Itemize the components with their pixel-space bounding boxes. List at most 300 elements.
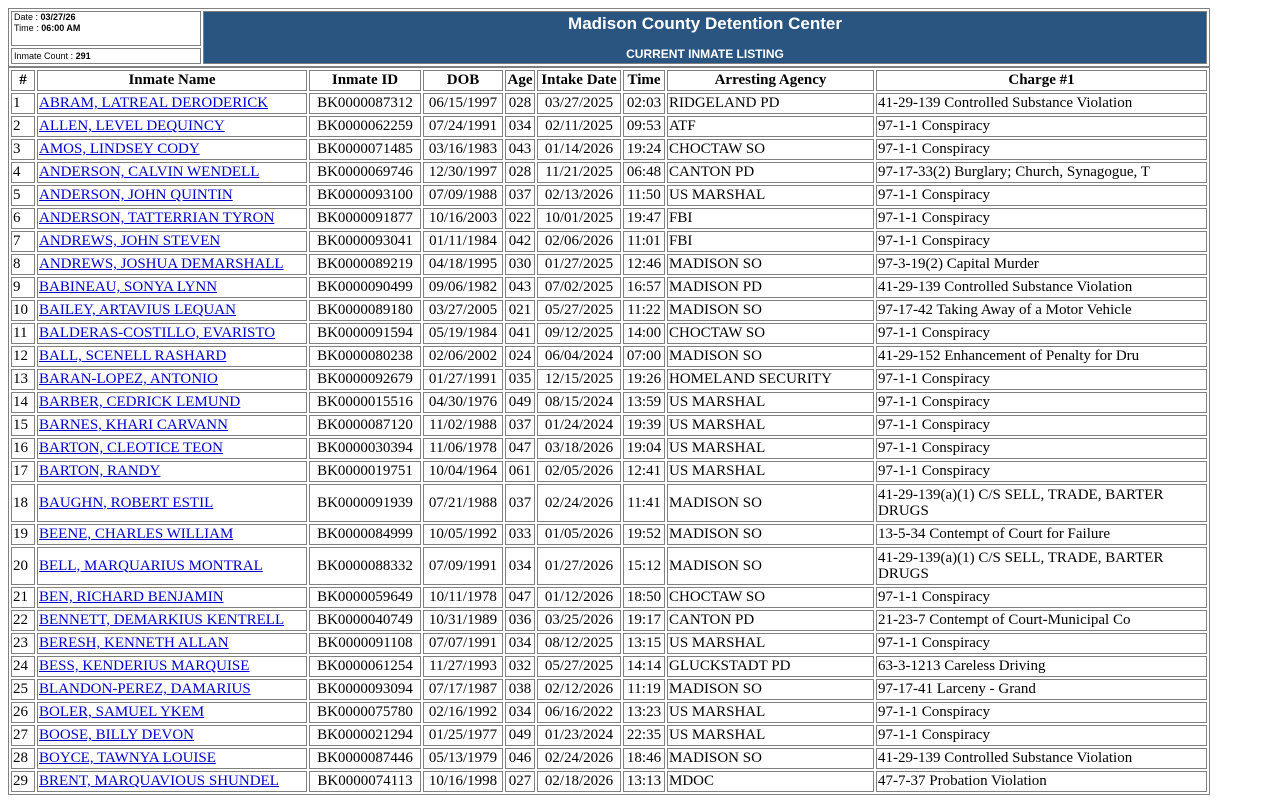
intake-date: 11/21/2025	[537, 162, 621, 183]
table-row	[11, 771, 1207, 792]
inmate-id: BK0000019751	[309, 461, 421, 482]
table-row	[11, 461, 1207, 482]
arresting-agency: RIDGELAND PD	[667, 93, 874, 114]
age: 024	[505, 346, 535, 367]
age: 043	[505, 139, 535, 160]
intake-time: 13:23	[623, 702, 665, 723]
dob: 01/25/1977	[423, 725, 503, 746]
age: 049	[505, 392, 535, 413]
intake-date: 05/27/2025	[537, 300, 621, 321]
table-row	[11, 254, 1207, 275]
dob: 01/11/1984	[423, 231, 503, 252]
date-time-cell	[11, 11, 201, 46]
dob: 02/16/1992	[423, 702, 503, 723]
arresting-agency: US MARSHAL	[667, 702, 874, 723]
inmate-name-cell[interactable]	[37, 116, 307, 137]
table-row	[11, 415, 1207, 436]
dob: 04/30/1976	[423, 392, 503, 413]
inmate-id: BK0000091108	[309, 633, 421, 654]
dob: 07/09/1988	[423, 185, 503, 206]
time-label: Time :	[14, 23, 39, 33]
page	[8, 8, 1210, 795]
age: 036	[505, 610, 535, 631]
table-row	[11, 323, 1207, 344]
inmate-name-cell[interactable]	[37, 748, 307, 769]
arresting-agency: MADISON SO	[667, 254, 874, 275]
inmate-name-link[interactable]: BOOSE, BILLY DEVON	[39, 727, 195, 743]
dob: 09/06/1982	[423, 277, 503, 298]
inmate-name-cell[interactable]	[37, 633, 307, 654]
charge-1: 41-29-139 Controlled Substance Violation	[876, 277, 1207, 298]
inmate-id: BK0000074113	[309, 771, 421, 792]
table-row	[11, 679, 1207, 700]
intake-time: 13:13	[623, 771, 665, 792]
age: 043	[505, 277, 535, 298]
title-banner	[203, 11, 1207, 64]
row-number: 10	[11, 300, 35, 321]
dob: 03/16/1983	[423, 139, 503, 160]
inmate-name-cell[interactable]	[37, 323, 307, 344]
table-row	[11, 93, 1207, 114]
dob: 03/27/2005	[423, 300, 503, 321]
age: 049	[505, 725, 535, 746]
inmate-id: BK0000071485	[309, 139, 421, 160]
inmate-id: BK0000093094	[309, 679, 421, 700]
intake-date: 02/11/2025	[537, 116, 621, 137]
inmate-name-cell[interactable]	[37, 524, 307, 545]
intake-time: 18:50	[623, 587, 665, 608]
table-row	[11, 484, 1207, 522]
charge-1: 97-1-1 Conspiracy	[876, 208, 1207, 229]
charge-1: 97-1-1 Conspiracy	[876, 415, 1207, 436]
charge-1: 97-17-42 Taking Away of a Motor Vehicle	[876, 300, 1207, 321]
table-row	[11, 633, 1207, 654]
intake-date: 01/23/2024	[537, 725, 621, 746]
arresting-agency: MADISON SO	[667, 547, 874, 585]
age: 037	[505, 415, 535, 436]
age: 046	[505, 748, 535, 769]
inmate-name-link[interactable]: ANDREWS, JOSHUA DEMARSHALL	[39, 256, 284, 272]
table-row	[11, 392, 1207, 413]
intake-time: 19:47	[623, 208, 665, 229]
row-number: 1	[11, 93, 35, 114]
inmate-name-cell[interactable]	[37, 277, 307, 298]
charge-1: 97-1-1 Conspiracy	[876, 438, 1207, 459]
age: 034	[505, 116, 535, 137]
inmate-id: BK0000061254	[309, 656, 421, 677]
inmate-name-cell[interactable]	[37, 438, 307, 459]
intake-time: 19:39	[623, 415, 665, 436]
arresting-agency: ATF	[667, 116, 874, 137]
arresting-agency: MDOC	[667, 771, 874, 792]
dob: 10/11/1978	[423, 587, 503, 608]
charge-1: 97-1-1 Conspiracy	[876, 369, 1207, 390]
inmate-name-cell[interactable]	[37, 725, 307, 746]
inmate-name-cell[interactable]	[37, 587, 307, 608]
row-number: 13	[11, 369, 35, 390]
col-header: Time	[623, 70, 665, 91]
inmate-id: BK0000030394	[309, 438, 421, 459]
dob: 07/21/1988	[423, 484, 503, 522]
inmate-name-link[interactable]: BRENT, MARQUAVIOUS SHUNDEL	[39, 773, 279, 789]
inmate-name-cell[interactable]	[37, 208, 307, 229]
table-row	[11, 116, 1207, 137]
col-header: Arresting Agency	[667, 70, 874, 91]
inmate-name-cell[interactable]	[37, 656, 307, 677]
inmate-id: BK0000021294	[309, 725, 421, 746]
arresting-agency: US MARSHAL	[667, 461, 874, 482]
table-header-row	[11, 70, 1207, 91]
inmate-name-link[interactable]: BABINEAU, SONYA LYNN	[39, 279, 218, 295]
table-row	[11, 208, 1207, 229]
intake-date: 01/14/2026	[537, 139, 621, 160]
inmate-name-link[interactable]: ANDERSON, TATTERRIAN TYRON	[39, 210, 275, 226]
table-row	[11, 438, 1207, 459]
inmate-name-cell[interactable]	[37, 547, 307, 585]
arresting-agency: US MARSHAL	[667, 185, 874, 206]
intake-time: 09:53	[623, 116, 665, 137]
charge-1: 41-29-139 Controlled Substance Violation	[876, 748, 1207, 769]
inmate-name-link[interactable]: BARTON, CLEOTICE TEON	[39, 440, 223, 456]
age: 061	[505, 461, 535, 482]
arresting-agency: MADISON SO	[667, 748, 874, 769]
dob: 10/04/1964	[423, 461, 503, 482]
charge-1: 97-1-1 Conspiracy	[876, 392, 1207, 413]
intake-time: 11:22	[623, 300, 665, 321]
time-value: 06:00 AM	[41, 23, 81, 33]
row-number: 3	[11, 139, 35, 160]
dob: 05/13/1979	[423, 748, 503, 769]
arresting-agency: US MARSHAL	[667, 725, 874, 746]
arresting-agency: MADISON SO	[667, 524, 874, 545]
dob: 10/31/1989	[423, 610, 503, 631]
dob: 01/27/1991	[423, 369, 503, 390]
inmate-name-cell[interactable]	[37, 346, 307, 367]
row-number: 2	[11, 116, 35, 137]
row-number: 18	[11, 484, 35, 522]
inmate-id: BK0000091877	[309, 208, 421, 229]
intake-date: 07/02/2025	[537, 277, 621, 298]
dob: 02/06/2002	[423, 346, 503, 367]
charge-1: 13-5-34 Contempt of Court for Failure	[876, 524, 1207, 545]
intake-time: 19:26	[623, 369, 665, 390]
arresting-agency: MADISON SO	[667, 679, 874, 700]
inmate-id: BK0000091594	[309, 323, 421, 344]
charge-1: 97-1-1 Conspiracy	[876, 116, 1207, 137]
row-number: 11	[11, 323, 35, 344]
charge-1: 47-7-37 Probation Violation	[876, 771, 1207, 792]
inmate-name-link[interactable]: BEN, RICHARD BENJAMIN	[39, 589, 224, 605]
header-table	[8, 8, 1210, 67]
inmate-name-cell[interactable]	[37, 369, 307, 390]
inmate-name-cell[interactable]	[37, 415, 307, 436]
table-row	[11, 748, 1207, 769]
intake-date: 02/13/2026	[537, 185, 621, 206]
inmate-name-cell[interactable]	[37, 139, 307, 160]
arresting-agency: CANTON PD	[667, 162, 874, 183]
table-row	[11, 725, 1207, 746]
inmate-name-cell[interactable]	[37, 162, 307, 183]
charge-1: 97-1-1 Conspiracy	[876, 461, 1207, 482]
arresting-agency: FBI	[667, 231, 874, 252]
inmate-name-link[interactable]: AMOS, LINDSEY CODY	[39, 141, 200, 157]
inmate-name-cell[interactable]	[37, 702, 307, 723]
inmate-id: BK0000087446	[309, 748, 421, 769]
intake-date: 02/18/2026	[537, 771, 621, 792]
inmate-id: BK0000092679	[309, 369, 421, 390]
col-header: Charge #1	[876, 70, 1207, 91]
inmate-name-link[interactable]: BALDERAS-COSTILLO, EVARISTO	[39, 325, 276, 341]
count-value: 291	[75, 51, 91, 61]
inmate-name-cell[interactable]	[37, 610, 307, 631]
intake-time: 13:59	[623, 392, 665, 413]
charge-1: 21-23-7 Contempt of Court-Municipal Co	[876, 610, 1207, 631]
dob: 07/17/1987	[423, 679, 503, 700]
inmate-id: BK0000084999	[309, 524, 421, 545]
col-header: Inmate Name	[37, 70, 307, 91]
arresting-agency: HOMELAND SECURITY	[667, 369, 874, 390]
col-header: #	[11, 70, 35, 91]
intake-date: 02/06/2026	[537, 231, 621, 252]
age: 038	[505, 679, 535, 700]
charge-1: 97-1-1 Conspiracy	[876, 587, 1207, 608]
age: 028	[505, 162, 535, 183]
inmate-name-link[interactable]: BARTON, RANDY	[39, 463, 161, 479]
row-number: 16	[11, 438, 35, 459]
age: 034	[505, 633, 535, 654]
age: 027	[505, 771, 535, 792]
intake-date: 06/16/2022	[537, 702, 621, 723]
arresting-agency: CHOCTAW SO	[667, 587, 874, 608]
row-number: 15	[11, 415, 35, 436]
inmate-id: BK0000091939	[309, 484, 421, 522]
charge-1: 97-1-1 Conspiracy	[876, 323, 1207, 344]
intake-time: 19:04	[623, 438, 665, 459]
inmate-name-link[interactable]: BALL, SCENELL RASHARD	[39, 348, 227, 364]
row-number: 17	[11, 461, 35, 482]
inmate-id: BK0000090499	[309, 277, 421, 298]
arresting-agency: MADISON SO	[667, 300, 874, 321]
age: 047	[505, 438, 535, 459]
inmate-name-cell[interactable]	[37, 231, 307, 252]
table-body	[11, 93, 1207, 792]
intake-time: 19:52	[623, 524, 665, 545]
intake-time: 14:00	[623, 323, 665, 344]
intake-time: 13:15	[623, 633, 665, 654]
inmate-name-link[interactable]: BARNES, KHARI CARVANN	[39, 417, 228, 433]
age: 035	[505, 369, 535, 390]
inmate-count-cell	[11, 48, 201, 64]
intake-time: 02:03	[623, 93, 665, 114]
table-row	[11, 277, 1207, 298]
row-number: 29	[11, 771, 35, 792]
age: 032	[505, 656, 535, 677]
row-number: 14	[11, 392, 35, 413]
intake-time: 07:00	[623, 346, 665, 367]
inmate-name-link[interactable]: BERESH, KENNETH ALLAN	[39, 635, 229, 651]
intake-date: 03/18/2026	[537, 438, 621, 459]
row-number: 24	[11, 656, 35, 677]
dob: 04/18/1995	[423, 254, 503, 275]
dob: 07/07/1991	[423, 633, 503, 654]
inmate-name-link[interactable]: BAUGHN, ROBERT ESTIL	[39, 494, 214, 511]
row-number: 21	[11, 587, 35, 608]
inmate-name-link[interactable]: BARAN-LOPEZ, ANTONIO	[39, 371, 218, 387]
row-number: 5	[11, 185, 35, 206]
intake-date: 12/15/2025	[537, 369, 621, 390]
charge-1: 97-1-1 Conspiracy	[876, 139, 1207, 160]
age: 028	[505, 93, 535, 114]
intake-date: 03/25/2026	[537, 610, 621, 631]
intake-date: 05/27/2025	[537, 656, 621, 677]
intake-date: 02/24/2026	[537, 484, 621, 522]
inmate-name-cell[interactable]	[37, 461, 307, 482]
row-number: 20	[11, 547, 35, 585]
inmate-name-link[interactable]: ANDERSON, JOHN QUINTIN	[39, 187, 233, 203]
intake-date: 01/27/2026	[537, 547, 621, 585]
row-number: 4	[11, 162, 35, 183]
inmate-id: BK0000015516	[309, 392, 421, 413]
inmate-name-link[interactable]: ABRAM, LATREAL DERODERICK	[39, 95, 269, 111]
inmate-id: BK0000089180	[309, 300, 421, 321]
table-row	[11, 587, 1207, 608]
table-row	[11, 185, 1207, 206]
inmate-id: BK0000062259	[309, 116, 421, 137]
inmate-name-cell[interactable]	[37, 254, 307, 275]
inmate-id: BK0000089219	[309, 254, 421, 275]
table-row	[11, 231, 1207, 252]
inmate-name-link[interactable]: ALLEN, LEVEL DEQUINCY	[39, 118, 225, 134]
table-row	[11, 656, 1207, 677]
inmate-name-link[interactable]: BAILEY, ARTAVIUS LEQUAN	[39, 302, 236, 318]
age: 034	[505, 702, 535, 723]
charge-1: 41-29-139(a)(1) C/S SELL, TRADE, BARTER DRUGS	[876, 547, 1207, 585]
inmate-name-link[interactable]: ANDERSON, CALVIN WENDELL	[39, 164, 260, 180]
age: 034	[505, 547, 535, 585]
arresting-agency: US MARSHAL	[667, 438, 874, 459]
col-header: Inmate ID	[309, 70, 421, 91]
intake-time: 14:14	[623, 656, 665, 677]
row-number: 25	[11, 679, 35, 700]
page-subtitle: CURRENT INMATE LISTING	[626, 47, 784, 61]
intake-time: 15:12	[623, 547, 665, 585]
arresting-agency: US MARSHAL	[667, 392, 874, 413]
charge-1: 41-29-139 Controlled Substance Violation	[876, 93, 1207, 114]
inmate-name-link[interactable]: BLANDON-PEREZ, DAMARIUS	[39, 681, 251, 697]
table-row	[11, 610, 1207, 631]
table-row	[11, 702, 1207, 723]
row-number: 28	[11, 748, 35, 769]
arresting-agency: US MARSHAL	[667, 415, 874, 436]
intake-time: 11:50	[623, 185, 665, 206]
inmate-name-link[interactable]: BESS, KENDERIUS MARQUISE	[39, 658, 250, 674]
dob: 11/06/1978	[423, 438, 503, 459]
inmate-name-link[interactable]: BENNETT, DEMARKIUS KENTRELL	[39, 612, 285, 628]
inmate-id: BK0000040749	[309, 610, 421, 631]
row-number: 9	[11, 277, 35, 298]
charge-1: 41-29-152 Enhancement of Penalty for Dru	[876, 346, 1207, 367]
age: 041	[505, 323, 535, 344]
dob: 07/09/1991	[423, 547, 503, 585]
table-row	[11, 139, 1207, 160]
col-header: DOB	[423, 70, 503, 91]
dob: 11/27/1993	[423, 656, 503, 677]
inmate-name-cell[interactable]	[37, 484, 307, 522]
row-number: 12	[11, 346, 35, 367]
table-row	[11, 524, 1207, 545]
inmate-name-cell[interactable]	[37, 185, 307, 206]
row-number: 27	[11, 725, 35, 746]
intake-time: 19:17	[623, 610, 665, 631]
charge-1: 97-3-19(2) Capital Murder	[876, 254, 1207, 275]
inmate-id: BK0000093041	[309, 231, 421, 252]
charge-1: 97-17-41 Larceny - Grand	[876, 679, 1207, 700]
inmate-name-link[interactable]: BELL, MARQUARIUS MONTRAL	[39, 557, 263, 574]
page-title: Madison County Detention Center	[568, 14, 842, 33]
age: 047	[505, 587, 535, 608]
arresting-agency: CANTON PD	[667, 610, 874, 631]
inmate-name-link[interactable]: BOYCE, TAWNYA LOUISE	[39, 750, 216, 766]
charge-1: 97-17-33(2) Burglary; Church, Synagogue, T	[876, 162, 1207, 183]
intake-time: 06:48	[623, 162, 665, 183]
inmate-name-cell[interactable]	[37, 392, 307, 413]
table-row	[11, 369, 1207, 390]
charge-1: 97-1-1 Conspiracy	[876, 702, 1207, 723]
col-header: Intake Date	[537, 70, 621, 91]
dob: 10/16/2003	[423, 208, 503, 229]
intake-time: 19:24	[623, 139, 665, 160]
age: 042	[505, 231, 535, 252]
intake-time: 22:35	[623, 725, 665, 746]
charge-1: 97-1-1 Conspiracy	[876, 633, 1207, 654]
dob: 05/19/1984	[423, 323, 503, 344]
charge-1: 97-1-1 Conspiracy	[876, 725, 1207, 746]
intake-time: 12:41	[623, 461, 665, 482]
arresting-agency: MADISON PD	[667, 277, 874, 298]
inmate-name-cell[interactable]	[37, 300, 307, 321]
arresting-agency: MADISON SO	[667, 346, 874, 367]
inmate-name-link[interactable]: ANDREWS, JOHN STEVEN	[39, 233, 221, 249]
inmate-name-cell[interactable]	[37, 679, 307, 700]
inmate-id: BK0000087312	[309, 93, 421, 114]
arresting-agency: CHOCTAW SO	[667, 323, 874, 344]
row-number: 22	[11, 610, 35, 631]
count-label: Inmate Count :	[14, 51, 74, 61]
inmate-id: BK0000088332	[309, 547, 421, 585]
intake-time: 16:57	[623, 277, 665, 298]
inmate-name-link[interactable]: BEENE, CHARLES WILLIAM	[39, 526, 234, 542]
dob: 10/16/1998	[423, 771, 503, 792]
arresting-agency: US MARSHAL	[667, 633, 874, 654]
arresting-agency: FBI	[667, 208, 874, 229]
intake-date: 02/24/2026	[537, 748, 621, 769]
intake-time: 12:46	[623, 254, 665, 275]
intake-date: 08/15/2024	[537, 392, 621, 413]
inmate-name-link[interactable]: BARBER, CEDRICK LEMUND	[39, 394, 241, 410]
dob: 10/05/1992	[423, 524, 503, 545]
row-number: 23	[11, 633, 35, 654]
intake-date: 02/05/2026	[537, 461, 621, 482]
intake-date: 02/12/2026	[537, 679, 621, 700]
row-number: 26	[11, 702, 35, 723]
col-header: Age	[505, 70, 535, 91]
inmate-name-cell[interactable]	[37, 771, 307, 792]
inmate-name-cell[interactable]	[37, 93, 307, 114]
age: 022	[505, 208, 535, 229]
row-number: 7	[11, 231, 35, 252]
inmate-name-link[interactable]: BOLER, SAMUEL YKEM	[39, 704, 205, 720]
intake-date: 08/12/2025	[537, 633, 621, 654]
